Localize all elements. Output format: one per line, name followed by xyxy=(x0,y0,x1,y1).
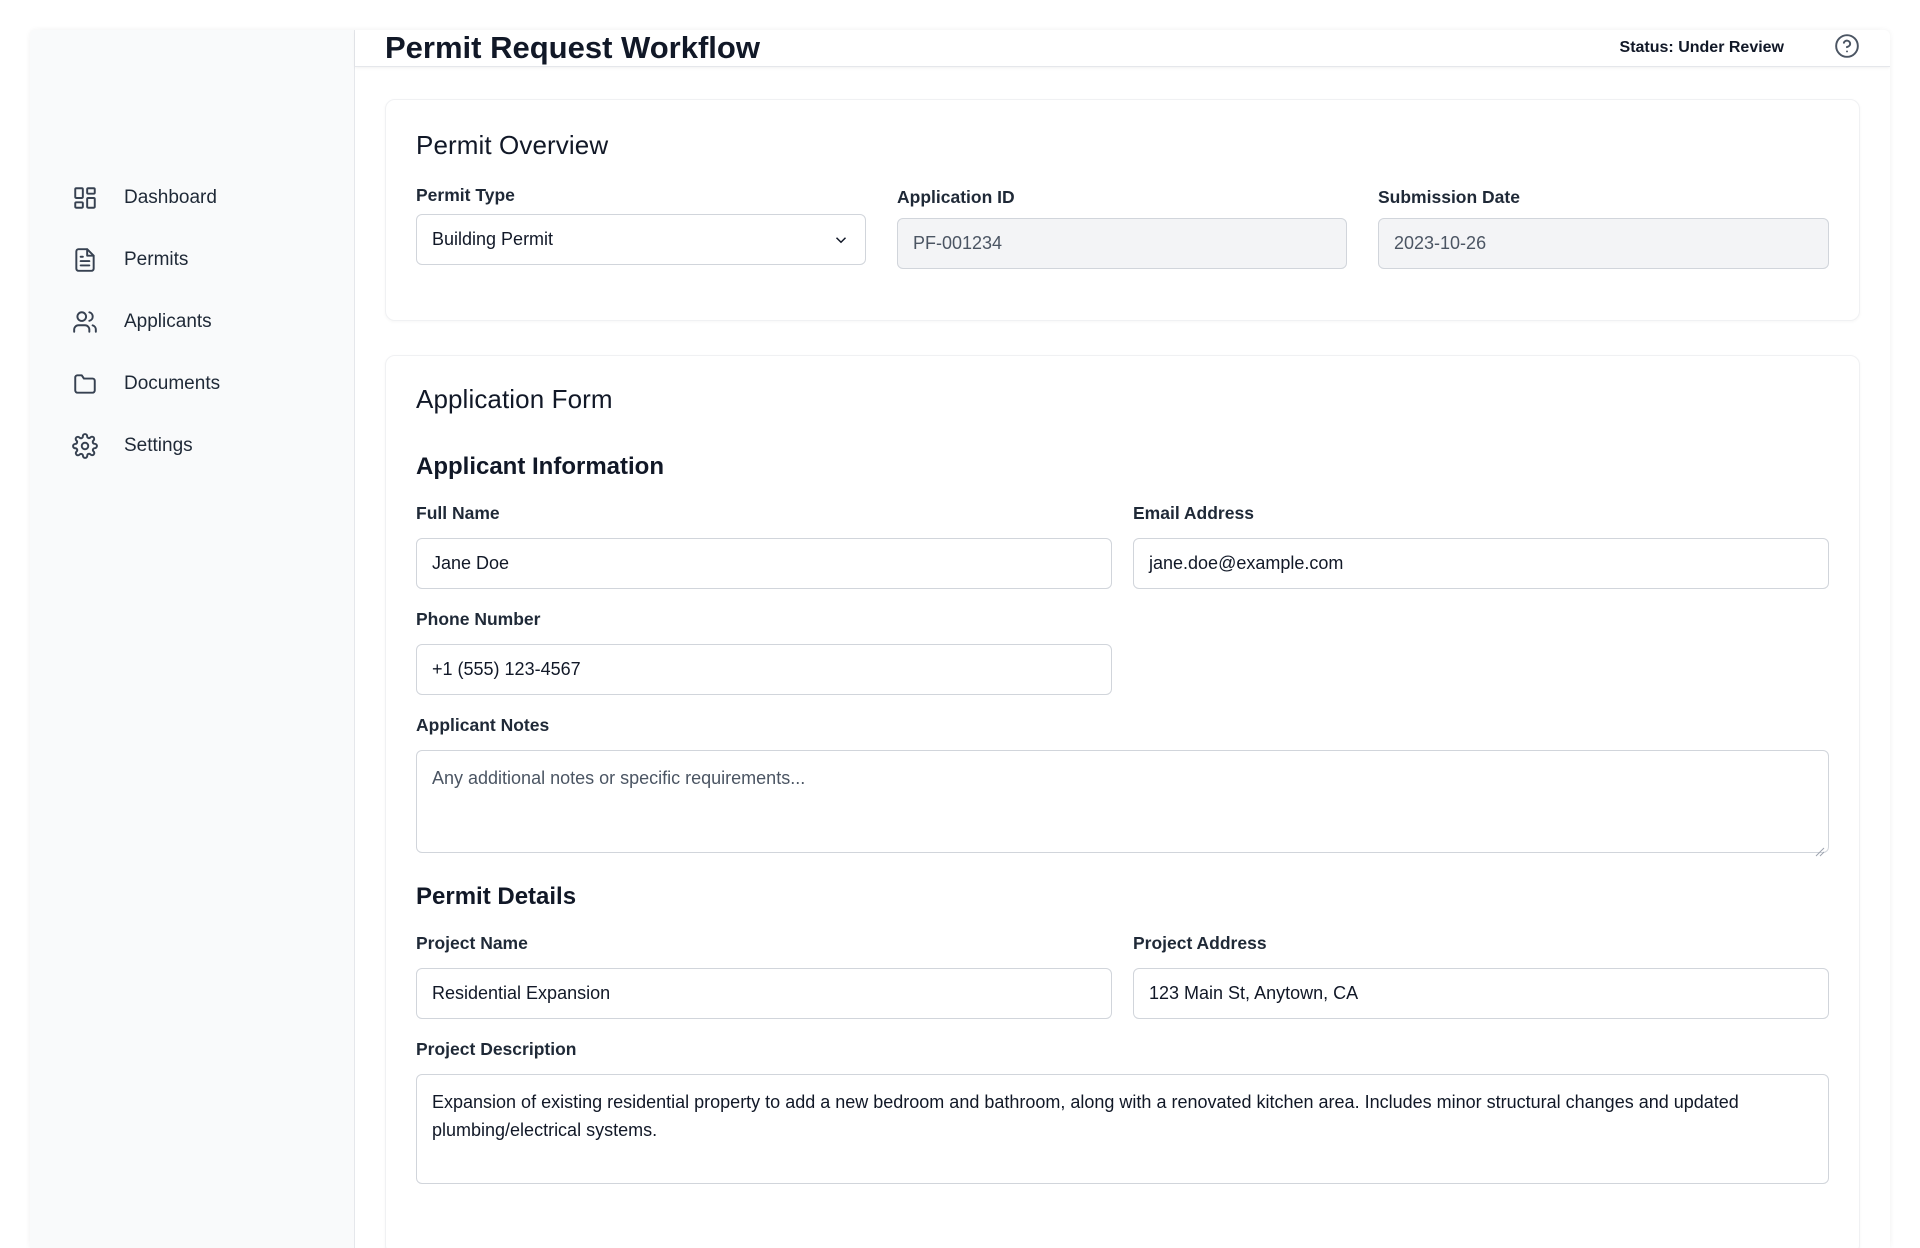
project-name-value: Residential Expansion xyxy=(432,983,611,1003)
application-id-label: Application ID xyxy=(897,187,1015,207)
full-name-input[interactable] xyxy=(416,538,1112,589)
users-icon xyxy=(72,309,98,335)
card-title: Application Form xyxy=(416,384,613,414)
phone-value: +1 (555) 123-4567 xyxy=(432,659,581,679)
gear-icon xyxy=(72,433,98,459)
section-title: Applicant Information xyxy=(416,453,664,480)
full-name-value: Jane Doe xyxy=(432,553,510,573)
project-description-value: Expansion of existing residential property to add a new bedroom and bathroom, along with a renovated kitchen area. Includes minor structural changes and updated plumbing/electrical systems. xyxy=(432,1092,1739,1140)
resize-grip-icon[interactable] xyxy=(1813,837,1825,849)
email-input[interactable] xyxy=(1133,538,1829,589)
submission-date-label: Submission Date xyxy=(1378,187,1520,207)
top-bar xyxy=(355,30,1890,67)
submission-date-value: 2023-10-26 xyxy=(1394,233,1487,253)
sidebar-item-label: Permits xyxy=(124,249,189,270)
sidebar-item-label: Documents xyxy=(124,373,221,394)
folder-icon xyxy=(72,371,98,397)
notes-label: Applicant Notes xyxy=(416,715,550,735)
permit-overview-card xyxy=(385,99,1860,321)
sidebar xyxy=(30,30,355,1248)
content xyxy=(355,67,1890,1248)
notes-textarea[interactable] xyxy=(416,750,1829,853)
sidebar-item-documents[interactable] xyxy=(30,364,354,404)
section-title: Permit Details xyxy=(416,883,577,910)
app-window xyxy=(30,30,1890,1248)
application-id-field[interactable] xyxy=(897,218,1347,269)
permit-type-label: Permit Type xyxy=(416,185,515,205)
project-address-value: 123 Main St, Anytown, CA xyxy=(1149,983,1359,1003)
permit-type-select[interactable] xyxy=(416,214,866,265)
project-address-label: Project Address xyxy=(1133,933,1267,953)
notes-placeholder: Any additional notes or specific requirements... xyxy=(432,768,806,788)
phone-input[interactable] xyxy=(416,644,1112,695)
project-name-input[interactable] xyxy=(416,968,1112,1019)
permit-type-value: Building Permit xyxy=(432,229,554,249)
file-text-icon xyxy=(72,247,98,273)
chevron-down-icon xyxy=(832,231,850,249)
application-form-card xyxy=(385,355,1860,1248)
sidebar-item-label: Applicants xyxy=(124,311,212,332)
project-description-label: Project Description xyxy=(416,1039,577,1059)
sidebar-item-settings[interactable] xyxy=(30,426,354,466)
sidebar-item-label: Dashboard xyxy=(124,187,217,208)
dashboard-icon xyxy=(72,185,98,211)
application-id-value: PF-001234 xyxy=(913,233,1003,253)
sidebar-item-label: Settings xyxy=(124,435,193,456)
email-label: Email Address xyxy=(1133,503,1254,523)
help-circle-icon[interactable] xyxy=(1834,33,1860,64)
status-badge: Status: Under Review xyxy=(1619,39,1784,56)
sidebar-item-dashboard[interactable] xyxy=(30,178,354,218)
page-title: Permit Request Workflow xyxy=(385,30,760,65)
main-area xyxy=(355,30,1890,1248)
sidebar-item-applicants[interactable] xyxy=(30,302,354,342)
email-value: jane.doe@example.com xyxy=(1149,553,1344,573)
phone-label: Phone Number xyxy=(416,609,541,629)
full-name-label: Full Name xyxy=(416,503,500,523)
card-title: Permit Overview xyxy=(416,130,609,160)
project-description-textarea[interactable] xyxy=(416,1074,1829,1184)
project-address-input[interactable] xyxy=(1133,968,1829,1019)
sidebar-item-permits[interactable] xyxy=(30,240,354,280)
submission-date-field[interactable] xyxy=(1378,218,1829,269)
project-name-label: Project Name xyxy=(416,933,528,953)
